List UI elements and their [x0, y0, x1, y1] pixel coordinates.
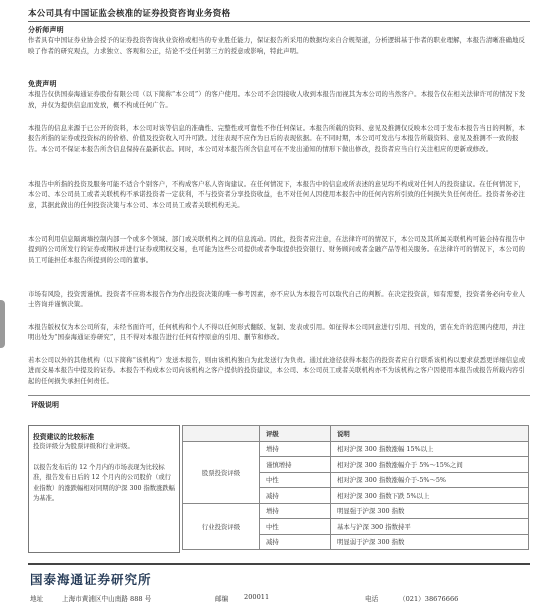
address-value: 上海市黄浦区中山南路 888 号	[62, 595, 152, 603]
rating-table	[182, 425, 529, 550]
rating-description: 相对沪深 300 指数涨幅 15%以上	[331, 441, 529, 457]
rating-description: 相对沪深 300 指数涨幅介于-5%～5%	[331, 472, 529, 488]
disclaimer-paragraph-block	[28, 355, 528, 386]
header-divider	[28, 21, 530, 22]
rating-level: 中性	[260, 472, 331, 488]
rating-level: 减持	[260, 534, 331, 550]
comparison-standard-text: 以报告发布后的 12 个月内的市场表现为比较标准，报告发布日后的 12 个月内的公司股价（或行业指数）的涨跌幅相对同期的沪深 300 指数涨跌幅为基准。	[33, 463, 175, 503]
table-row	[183, 503, 529, 519]
postcode-label: 邮编	[215, 595, 229, 603]
analyst-statement-section	[28, 25, 528, 56]
postcode-value: 200011	[244, 593, 270, 601]
disclaimer-title: 免责声明	[28, 79, 57, 88]
rating-level: 谨慎增持	[260, 457, 331, 473]
disclaimer-paragraph: 若本公司以外的其他机构（以下简称“该机构”）发送本报告，则由该机构独自为此发送行为负责。通过此途径获得本报告的投资者应自行联系该机构以要求获悉更详细信息或进而交易本报告中提及的证券。本报告不构成本公司向该机构之客户提供的投资建议，本公司、本公司员工或者关联机构亦不为该机构之客户因使用本报告或报告所载内容引起的任何损失承担任何责任。	[28, 356, 526, 385]
disclaimer-paragraph-block	[28, 322, 528, 343]
rating-description: 相对沪深 300 指数涨幅介于 5%～15%之间	[331, 457, 529, 473]
disclaimer-paragraph-block	[28, 289, 528, 310]
disclaimer-paragraph: 本报告版权仅为本公司所有，未经书面许可，任何机构和个人不得以任何形式翻版、复制、发表或引用。如征得本公司同意进行引用、刊发的，需在允许的范围内使用，并注明出处为“国泰海通证券研究”，且不得对本报告进行任何有悖原意的引用、删节和修改。	[28, 323, 526, 342]
table-row	[183, 441, 529, 457]
disclaimer-paragraph-block	[28, 123, 528, 154]
disclaimer-paragraph-block	[28, 234, 528, 265]
footer-divider	[28, 563, 530, 565]
analyst-statement-body: 作者具有中国证券业协会授予的证券投资咨询执业资格或相当的专业胜任能力，保证报告所采用的数据均来自合规渠道，分析逻辑基于作者的职业理解，本报告清晰准确地反映了作者的研究观点，力求独立、客观和公正，结论不受任何第三方的授意或影响，特此声明。	[28, 36, 526, 55]
disclaimer-section	[28, 79, 528, 110]
rating-level: 减持	[260, 488, 331, 504]
disclaimer-paragraph: 市场有风险，投资需谨慎。投资者不应将本报告作为作出投资决策的唯一参考因素，亦不应认为本报告可以取代自己的判断。在决定投资前，如有需要，投资者务必向专业人士咨询并谨慎决策。	[28, 290, 526, 309]
phone-value: （021）38676666	[399, 595, 459, 603]
disclaimer-paragraph: 本报告仅供国泰海通证券股份有限公司（以下简称“本公司”）的客户使用。本公司不会因接收人收到本报告而视其为本公司的当然客户。本报告仅在相关法律许可的情况下发放，并仅为提供信息而发放，概不构成任何广告。	[28, 90, 526, 109]
address-label: 地址	[30, 595, 44, 603]
disclaimer-paragraph: 本报告的信息来源于已公开的资料，本公司对该等信息的准确性、完整性或可靠性不作任何保证。本报告所载的资料、意见及推测仅反映本公司于发布本报告当日的判断，本报告所指的证券或投资标的的价格、价值及投资收入可升可跌。过往表现不应作为日后的表现依据。在不同时期，本公司可发出与本报告所载资料、意见及推测不一致的报告。本公司不保证本报告所含信息保持在最新状态。同时，本公司对本报告所含信息可在不发出通知的情形下做出修改，投资者应当自行关注相应的更新或修改。	[28, 124, 526, 153]
stock-rating-category: 股票投资评级	[183, 441, 260, 503]
qualification-heading: 本公司具有中国证监会核准的证券投资咨询业务资格	[28, 9, 231, 19]
disclaimer-paragraph-block	[28, 179, 528, 210]
disclaimer-paragraph: 本公司利用信息隔离墙控制内部一个或多个领域、部门或关联机构之间的信息流动。因此，投资者应注意，在法律许可的情况下，本公司及其所属关联机构可能会持有报告中提到的公司所发行的证券或期权并进行证券或期权交易，也可能为这些公司提供或者争取提供投资银行、财务顾问或者金融产品等相关服务。在法律许可的情况下，本公司的员工可能担任本报告所提到的公司的董事。	[28, 235, 526, 264]
rating-description: 明显弱于沪深 300 指数	[331, 534, 529, 550]
comparison-standard-title: 投资建议的比较标准	[33, 433, 95, 441]
rating-table-header: 评级	[260, 426, 331, 442]
rating-table-header: 说明	[331, 426, 529, 442]
rating-level: 增持	[260, 441, 331, 457]
comparison-standard-box	[28, 425, 180, 553]
rating-section-title: 评级说明	[31, 400, 59, 409]
analyst-statement-title: 分析师声明	[28, 25, 64, 34]
disclaimer-paragraph: 本报告中所指的投资及服务可能不适合个别客户，不构成客户私人咨询建议。在任何情况下，本报告中的信息或所表述的意见均不构成对任何人的投资建议。在任何情况下，本公司、本公司员工或者关联机构不承诺投资者一定获利，不与投资者分享投资收益，也不对任何人因使用本报告中的任何内容所引致的任何损失负任何责任。投资者务必注意，其据此做出的任何投资决策与本公司、本公司员工或者关联机构无关。	[28, 180, 526, 209]
industry-rating-category: 行业投资评级	[183, 503, 260, 550]
rating-level: 中性	[260, 519, 331, 535]
rating-description: 明显强于沪深 300 指数	[331, 503, 529, 519]
comparison-standard-text: 投资评级分为股票评级和行业评级。	[33, 443, 134, 451]
institute-brand: 国泰海通证券研究所	[30, 572, 152, 587]
page-edge-shadow	[0, 300, 5, 348]
rating-table-header-row	[183, 426, 529, 442]
rating-description: 相对沪深 300 指数下跌 5%以上	[331, 488, 529, 504]
rating-level: 增持	[260, 503, 331, 519]
rating-table-header	[183, 426, 260, 442]
rating-description: 基本与沪深 300 指数持平	[331, 519, 529, 535]
phone-label: 电话	[365, 595, 379, 603]
section-divider	[28, 395, 530, 396]
